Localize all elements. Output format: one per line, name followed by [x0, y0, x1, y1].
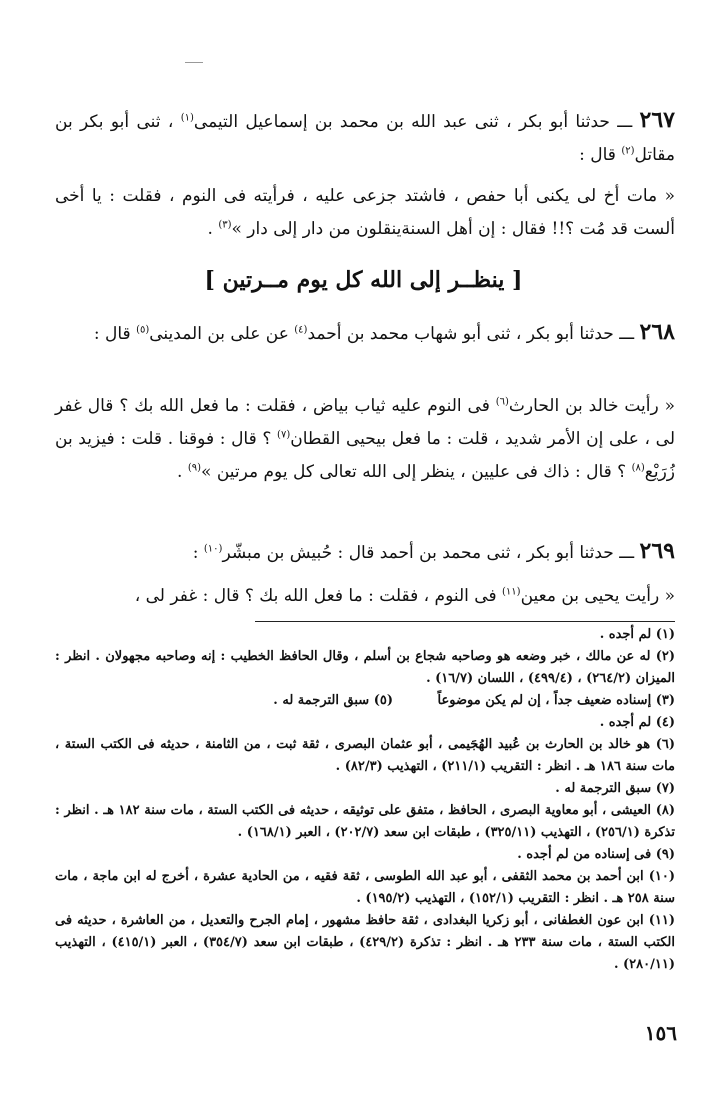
footnote-ref[interactable]: (١١) [502, 586, 521, 598]
dash: ـــ [609, 112, 640, 132]
isnad-text: قال : [579, 145, 622, 165]
footnote-divider [255, 621, 675, 622]
narration-text: ؟ قال : ذاك فى عليين ، ينظر إلى الله تعالى كل يوم مرتين » [201, 462, 632, 482]
footnote-1: (١) لم أجده . [599, 627, 675, 642]
footnote-ref[interactable]: (٢) [621, 145, 635, 157]
isnad-text: عن على بن المدينى [149, 324, 295, 344]
entry-268-text [55, 390, 675, 489]
section-heading: [ ينظــر إلى الله كل يوم مــرتين ] [204, 267, 523, 293]
footnote-ref[interactable]: (٤) [294, 324, 308, 336]
dash: ـــ [613, 543, 640, 563]
isnad-text: حدثنا أبو بكر ، ثنى عبد الله بن محمد بن إسماعيل التيمى [193, 112, 610, 132]
footnote-ref[interactable]: (٦) [495, 396, 509, 408]
isnad-text: ، ثنى أبو بكر بن مقاتل [55, 112, 675, 165]
top-mark [185, 62, 203, 63]
page-number: ١٥٦ [644, 1021, 677, 1045]
entry-267-isnad [55, 104, 675, 172]
dash: ـــ [613, 324, 640, 344]
footnote-ref[interactable]: (٥) [136, 324, 150, 336]
narration-text: « رأيت خالد بن الحارث [508, 396, 675, 416]
isnad-text: حدثنا أبو بكر ، ثنى أبو شهاب محمد بن أحمد [307, 324, 614, 344]
footnote-3: (٣) إسناده ضعيف جداً ، إن لم يكن موضوعاً [437, 693, 675, 708]
isnad-text: قال : [93, 324, 137, 344]
footnote-ref[interactable]: (٣) [218, 219, 232, 231]
footnote-4: (٤) لم أجده . [599, 715, 675, 730]
footnote-9: (٩) فى إسناده من لم أجده . [517, 847, 675, 862]
narration-text: فى النوم ، فقلت : ما فعل الله بك ؟ قال : غفر لى ، [134, 586, 502, 606]
entry-number: ٢٦٨ [639, 319, 675, 345]
footnote-10: (١٠) ابن أحمد بن محمد الثقفى ، أبو عبد الله الطوسى ، ثقة فقيه ، من الحادية عشرة ، أخرج له ابن ماجة ، مات سنة ٢٥٨ هـ . انظر : التقريب (١٥٢/١) ، التهذيب (١٩٥/٢) . [55, 869, 675, 906]
footnote-ref[interactable]: (٧) [277, 429, 291, 441]
entry-number: ٢٦٧ [639, 107, 675, 133]
isnad-text: حدثنا أبو بكر ، ثنى محمد بن أحمد قال : حُبيش بن مبشّر [222, 543, 614, 563]
entry-267-text [55, 180, 675, 246]
narration-text: « مات أخ لى يكنى أبا حفص ، فاشتد جزعى عليه ، فرأيته فى النوم ، فقلت : يا أخى ألست قد مُت ؟!! فقال : إن أهل السنةينقلون من دار إلى دار » [55, 186, 675, 239]
footnote-3-5 [55, 690, 675, 712]
narration-text: ؟ قال : فوقنا . قلت : فيزيد بن زُرَيْع [55, 429, 675, 482]
entry-268-isnad [55, 316, 675, 351]
footnotes [55, 624, 675, 976]
footnote-5: (٥) سبق الترجمة له . [273, 693, 393, 708]
footnote-ref[interactable]: (٩) [187, 462, 202, 474]
entry-269-text [55, 580, 675, 613]
isnad-text: : [192, 543, 204, 563]
footnote-7: (٧) سبق الترجمة له . [555, 781, 675, 796]
entry-number: ٢٦٩ [639, 538, 675, 564]
footnote-11: (١١) ابن عون الغطفانى ، أبو زكريا البغدادى ، ثقة حافظ مشهور ، إمام الجرح والتعديل ، من العاشرة ، حديثه فى الكتب الستة ، مات سنة ٢٣٣ هـ . انظر : تذكرة (٤٢٩/٢) ، طبقات ابن سعد (٣٥٤/٧) ، العبر (٤١٥/١) ، التهذيب (٢٨٠/١١) . [55, 913, 676, 972]
narration-text: . [207, 219, 219, 239]
footnote-ref[interactable]: (٨) [631, 462, 645, 474]
narration-text: « رأيت يحيى بن معين [520, 586, 675, 606]
narration-text: . [177, 462, 188, 482]
footnote-ref[interactable]: (١٠) [203, 543, 223, 555]
narration-text: فى النوم عليه ثياب بياض ، فقلت : ما فعل الله بك ؟ قال غفر لى ، على إن الأمر شديد ، قلت : ما فعل بيحيى القطان [55, 396, 675, 449]
footnote-8: (٨) العيشى ، أبو معاوية البصرى ، الحافظ ، متفق على توثيقه ، حديثه فى الكتب الستة ، مات سنة ١٨٢ هـ . انظر : تذكرة (٢٥٦/١) ، التهذيب (٣٢٥/١١) ، طبقات ابن سعد (٢٠٢/٧) ، العبر (١٦٨/١) . [55, 803, 675, 840]
entry-269-isnad [55, 535, 675, 570]
footnote-ref[interactable]: (١) [180, 112, 194, 124]
footnote-6: (٦) هو خالد بن الحارث بن عُبيد الهُجَيمى ، أبو عثمان البصرى ، ثقة ثبت ، من الثامنة ، حديثه فى الكتب الستة ، مات سنة ١٨٦ هـ . انظر : التقريب (٢١١/١) ، التهذيب (٨٢/٣) . [55, 737, 675, 774]
footnote-2: (٢) له عن مالك ، خبر وضعه هو وصاحبه شجاع بن أسلم ، وقال الحافظ الخطيب : إنه وصاحبه مجهولان . انظر : الميزان (٢٦٤/٢) ، (٤٩٩/٤) ، اللسان (١٦/٧) . [55, 649, 675, 686]
